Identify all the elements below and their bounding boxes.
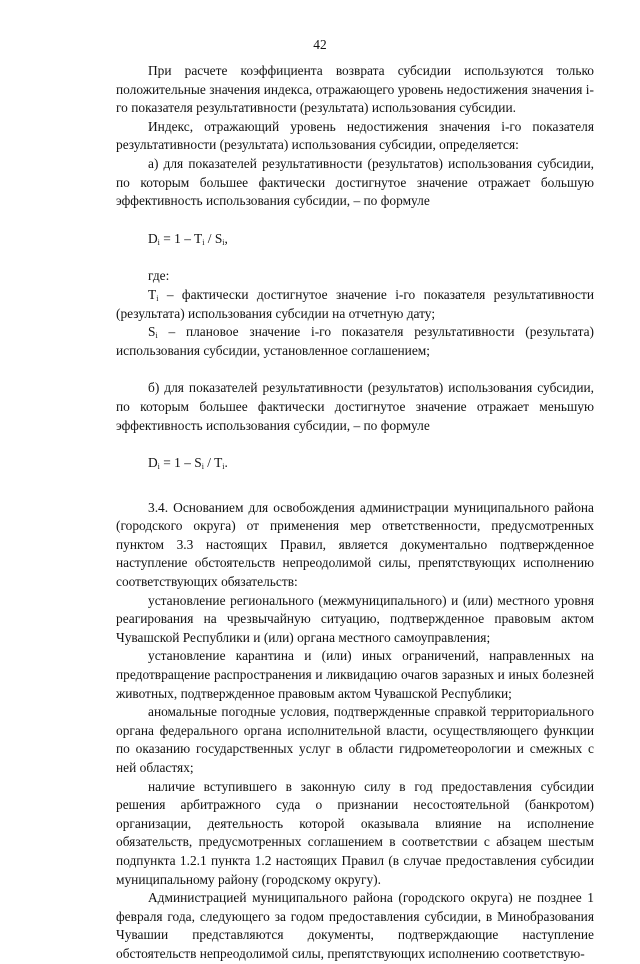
formula-a: $D_i = 1 - T_i / S_i$, bbox=[148, 230, 228, 247]
paragraph-case-a: а) для показателей результативности (результатов) использования субсидии, по которым большее фактически достигнутое значение отражает большую эффективность использования субсидии, – по формуле bbox=[116, 155, 594, 209]
paragraph-emergency: установление регионального (межмуниципального) и (или) местного уровня реагирования на чрезвычайную ситуацию, подтвержденное правовым актом Чувашской Республики и (или) органа местного самоуправления; bbox=[116, 592, 594, 645]
definition-s: $S_i$ – плановое значение i-го показателя результативности (результата) использования субсидии, установленное соглашением; bbox=[116, 324, 594, 358]
paragraph-3-4: 3.4. Основанием для освобождения администрации муниципального района (городского округа) от применения мер ответственности, предусмотренных пунктом 3.3 настоящих Правил, является документально подтвержденное наступление обстоятельств непреодолимой силы, препятствующих исполнению соответствующих обязательств: bbox=[116, 499, 594, 590]
paragraph-bankruptcy: наличие вступившего в законную силу в год предоставления субсидии решения арбитражного суда о признании несостоятельной (банкротом) организации, деятельность которой оказывала влияние на исполнение обязательств, предусмотренных соглашением в соответствии с абзацем шестым подпункта 1.2.1 пункта 1.2 настоящих Правил (в случае предоставления субсидии муниципальному району (городскому округу). bbox=[116, 778, 594, 887]
formula-b: $D_i = 1 - S_i / T_i$. bbox=[148, 455, 228, 472]
document-body bbox=[116, 62, 594, 964]
paragraph-weather: аномальные погодные условия, подтвержденные справкой территориального органа федерального органа исполнительной власти, осуществляющего функции по оказанию государственных услуг в области гидрометеорологии и смежных с ней областях; bbox=[116, 704, 594, 775]
paragraph-case-b: б) для показателей результативности (результатов) использования субсидии, по которым большее фактически достигнутое значение отражает меньшую эффективность использования субсидии, – по формуле bbox=[116, 380, 594, 433]
page-number: 42 bbox=[313, 37, 327, 52]
definition-t: $T_i$ – фактически достигнутое значение i-го показателя результативности (результата) использования субсидии на отчетную дату; bbox=[116, 286, 594, 321]
where-label: где: bbox=[148, 268, 170, 284]
paragraph-index: Индекс, отражающий уровень недостижения значения i-го показателя результативности (результата) использования субсидии, определяется: bbox=[116, 118, 594, 153]
paragraph-documents: Администрацией муниципального района (городского округа) не позднее 1 февраля года, следующего за годом предоставления субсидии, в Минобразования Чувашии представляются документы, подтверждающие наступление обстоятельств непреодолимой силы, препятствующих исполнению соответствую- bbox=[116, 890, 594, 961]
paragraph-coefficient: При расчете коэффициента возврата субсидии используются только положительные значения индекса, отражающего уровень недостижения значения i-го показателя результативности (результата) использования субсидии. bbox=[116, 63, 594, 116]
paragraph-quarantine: установление карантина и (или) иных ограничений, направленных на предотвращение распространения и ликвидацию очагов заразных и иных болезней животных, подтвержденное правовым актом Чувашской Республики; bbox=[116, 648, 594, 701]
